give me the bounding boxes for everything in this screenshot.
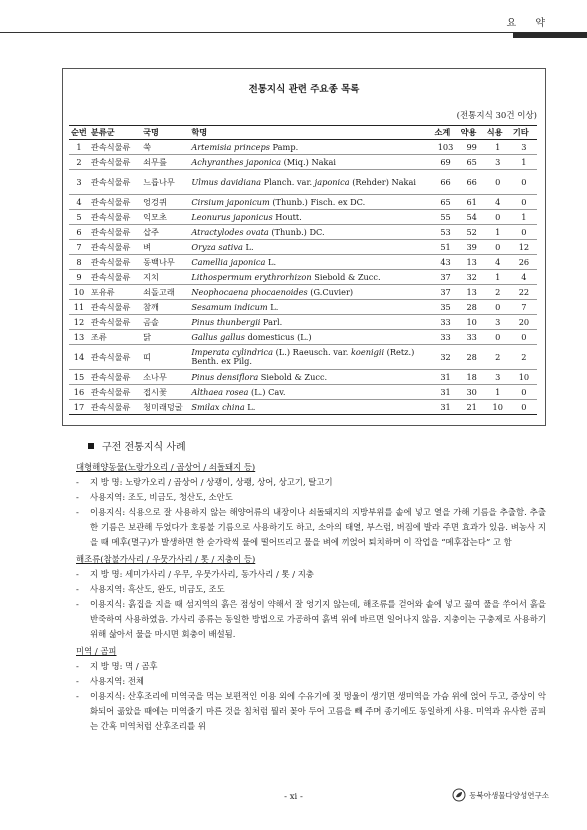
row-korean-name: 쇠무릎 [141, 155, 189, 170]
sci-author-part: (Thunb.) DC. [268, 226, 325, 237]
row-korean-name: 띠 [141, 345, 189, 370]
row-food: 0 [485, 170, 511, 195]
row-korean-name: 닭 [141, 330, 189, 345]
row-total: 33 [432, 315, 458, 330]
sci-italic-part: Camellia japonica [191, 256, 266, 267]
table-row [69, 195, 537, 210]
table-row [69, 400, 537, 415]
row-food: 1 [485, 270, 511, 285]
table-row [69, 225, 537, 240]
sci-italic-part: Leonurus japonicus [191, 211, 273, 222]
sci-author-part: Houtt. [272, 211, 302, 222]
row-etc: 0 [511, 330, 537, 345]
row-total: 37 [432, 285, 458, 300]
row-med: 61 [459, 195, 485, 210]
row-group: 관속식물류 [89, 155, 141, 170]
table-row [69, 385, 537, 400]
row-food: 0 [485, 210, 511, 225]
row-med: 13 [459, 285, 485, 300]
row-etc: 0 [511, 385, 537, 400]
row-med: 99 [459, 140, 485, 155]
item-text: 사용지역: 조도, 비금도, 청산도, 소안도 [90, 492, 233, 502]
dash-bullet: - [76, 676, 79, 686]
row-group: 관속식물류 [89, 255, 141, 270]
category-item [76, 490, 546, 505]
row-scientific-name [189, 140, 432, 155]
dash-bullet: - [76, 691, 79, 701]
table-row [69, 270, 537, 285]
item-text: 이용지식: 흙집을 지을 때 섬지역의 흙은 점성이 약해서 잘 엉기지 않는데, 해조류를 걷어와 솥에 넣고 끓여 풀을 쑤어서 흙을 반죽하여 사용하였음. 가사리 종류는 동일한 방법으로 가공하여 흙벽 위에 바르면 일어나지 않음. 지충이는 구충제로 사용하기 위해 삶아서 물을 마시면 회충이 배설됨. [90, 599, 546, 639]
row-med: 39 [459, 240, 485, 255]
org-leaf-icon [452, 788, 466, 802]
row-no: 3 [69, 170, 89, 195]
row-korean-name: 느릅나무 [141, 170, 189, 195]
row-med: 52 [459, 225, 485, 240]
row-korean-name: 삽주 [141, 225, 189, 240]
category-item [76, 567, 546, 582]
row-scientific-name [189, 285, 432, 300]
row-no: 4 [69, 195, 89, 210]
row-scientific-name [189, 400, 432, 415]
sci-italic-part: Lithospermum erythrorhizon [191, 271, 312, 282]
section-heading [88, 438, 186, 453]
sci-italic-part: Pinus thunbergii [191, 316, 261, 327]
row-etc: 0 [511, 170, 537, 195]
sci-italic-part: Oryza sativa [191, 241, 243, 252]
category-item [76, 505, 546, 550]
row-med: 33 [459, 330, 485, 345]
row-scientific-name [189, 225, 432, 240]
header-rule [0, 32, 587, 33]
sci-italic-part: Cirsium japonicum [191, 196, 270, 207]
row-no: 17 [69, 400, 89, 415]
col-med: 약용 [459, 126, 485, 140]
row-total: 65 [432, 195, 458, 210]
row-no: 7 [69, 240, 89, 255]
row-etc: 20 [511, 315, 537, 330]
sci-italic-part: Smilax china [191, 401, 245, 412]
row-group: 관속식물류 [89, 225, 141, 240]
row-food: 3 [485, 155, 511, 170]
row-no: 9 [69, 270, 89, 285]
row-scientific-name [189, 155, 432, 170]
row-scientific-name [189, 195, 432, 210]
row-total: 33 [432, 330, 458, 345]
col-group: 분류군 [89, 126, 141, 140]
row-total: 31 [432, 400, 458, 415]
row-total: 51 [432, 240, 458, 255]
row-scientific-name [189, 345, 432, 370]
row-group: 관속식물류 [89, 140, 141, 155]
row-no: 8 [69, 255, 89, 270]
species-list-box [62, 68, 546, 426]
row-etc: 1 [511, 210, 537, 225]
row-total: 31 [432, 370, 458, 385]
row-med: 28 [459, 345, 485, 370]
page-number: - xi - [284, 792, 303, 802]
sci-italic-part: Sesamum indicum [191, 301, 268, 312]
row-etc: 3 [511, 140, 537, 155]
sci-italic-part: Achyranthes japonica [191, 156, 281, 167]
org-logo [452, 788, 549, 802]
table-row [69, 140, 537, 155]
row-total: 43 [432, 255, 458, 270]
header-tab-marker [513, 32, 587, 38]
category-item [76, 475, 546, 490]
row-no: 5 [69, 210, 89, 225]
sci-author-part: L. [267, 301, 279, 312]
row-etc: 2 [511, 345, 537, 370]
sci-author-part: Planch. var. [260, 176, 315, 187]
table-row [69, 315, 537, 330]
sci-author-part: (Retz.) Benth. ex Pilg. [191, 347, 415, 367]
sci-author-part: (Rehder) Nakai [349, 176, 417, 187]
row-med: 66 [459, 170, 485, 195]
row-total: 103 [432, 140, 458, 155]
row-food: 1 [485, 385, 511, 400]
item-text: 지 방 명: 멱 / 곰후 [90, 661, 158, 671]
item-text: 이용지식: 산후조리에 미역국을 먹는 보편적인 이용 외에 수유기에 젖 멍울이 생기면 생미역을 가슴 위에 얹어 두고, 증상이 악화되어 곪았을 때에는 미역줄기 마른 것을 침처럼 뭘러 꽂아 두어 고름을 빼 주며 종기에도 동일하게 사용. 미역과 유사한 곰피는 간혹 미역처럼 산후조리를 위 [90, 691, 546, 731]
sci-italic-part: Ulmus davidiana [191, 176, 261, 187]
dash-bullet: - [76, 507, 79, 517]
row-food: 1 [485, 225, 511, 240]
row-med: 65 [459, 155, 485, 170]
row-no: 11 [69, 300, 89, 315]
row-med: 30 [459, 385, 485, 400]
row-no: 13 [69, 330, 89, 345]
row-etc: 22 [511, 285, 537, 300]
sci-author-part: Parl. [260, 316, 283, 327]
row-food: 10 [485, 400, 511, 415]
row-group: 포유류 [89, 285, 141, 300]
row-group: 관속식물류 [89, 170, 141, 195]
square-bullet-icon [88, 443, 94, 449]
sci-author-part: (L.) Cav. [248, 386, 286, 397]
table-row [69, 285, 537, 300]
table-note: (전통지식 30건 이상) [456, 111, 537, 121]
row-etc: 0 [511, 400, 537, 415]
row-scientific-name [189, 270, 432, 285]
row-no: 2 [69, 155, 89, 170]
row-food: 3 [485, 370, 511, 385]
row-korean-name: 엉겅퀴 [141, 195, 189, 210]
row-korean-name: 벼 [141, 240, 189, 255]
table-title: 전통지식 관련 주요종 목록 [248, 84, 360, 95]
row-scientific-name [189, 210, 432, 225]
row-korean-name: 쇠돌고래 [141, 285, 189, 300]
table-row [69, 170, 537, 195]
row-korean-name: 지치 [141, 270, 189, 285]
category-item [76, 597, 546, 642]
row-korean-name: 참깨 [141, 300, 189, 315]
row-etc: 26 [511, 255, 537, 270]
sci-italic-part: Neophocaena phocaenoides [191, 286, 308, 297]
row-group: 관속식물류 [89, 270, 141, 285]
item-text: 지 방 명: 세미가사리 / 우무, 우뭇가사리, 동가사리 / 톳 / 지충 [90, 569, 314, 579]
category-item [76, 582, 546, 597]
row-etc: 12 [511, 240, 537, 255]
row-total: 31 [432, 385, 458, 400]
table-row [69, 255, 537, 270]
row-no: 6 [69, 225, 89, 240]
table-row [69, 330, 537, 345]
row-group: 관속식물류 [89, 345, 141, 370]
row-total: 55 [432, 210, 458, 225]
table-row [69, 210, 537, 225]
row-no: 1 [69, 140, 89, 155]
item-text: 사용지역: 전체 [90, 676, 145, 686]
row-korean-name: 접시꽃 [141, 385, 189, 400]
table-row [69, 370, 537, 385]
row-med: 54 [459, 210, 485, 225]
row-group: 관속식물류 [89, 195, 141, 210]
col-name: 국명 [141, 126, 189, 140]
category-item [76, 659, 546, 674]
sci-author-part: (L.) Raeusch. var. [272, 347, 351, 357]
row-etc: 7 [511, 300, 537, 315]
row-food: 0 [485, 300, 511, 315]
row-total: 53 [432, 225, 458, 240]
row-scientific-name [189, 330, 432, 345]
row-med: 18 [459, 370, 485, 385]
row-food: 4 [485, 255, 511, 270]
sci-italic-part: japonica [314, 176, 350, 187]
item-text: 이용지식: 식용으로 잘 사용하지 않는 해양어류의 내장이나 쇠돌돼지의 지방부위를 솥에 넣고 열을 가해 기름을 추출함. 추출한 기름은 보관해 두었다가 호롱불 기름으로 사용하기도 하고, 소아의 태열, 부스럼, 버짐에 발라 주면 효과가 있음. 벼농사 지을 때 메후(멸구)가 발생하면 한 숟가락씩 물에 떨어뜨리고 물을 벼에 끼얹어 퇴치하며 이 작업을 “메후잡는다” 고 함 [90, 507, 546, 547]
row-scientific-name [189, 315, 432, 330]
row-no: 15 [69, 370, 89, 385]
row-korean-name: 익모초 [141, 210, 189, 225]
dash-bullet: - [76, 492, 79, 502]
table-row [69, 345, 537, 370]
row-etc: 4 [511, 270, 537, 285]
row-food: 2 [485, 285, 511, 300]
sci-author-part: Siebold & Zucc. [311, 271, 381, 282]
col-food: 식용 [485, 126, 511, 140]
row-no: 10 [69, 285, 89, 300]
row-med: 13 [459, 255, 485, 270]
sci-author-part: L. [244, 401, 256, 412]
row-group: 관속식물류 [89, 370, 141, 385]
row-total: 35 [432, 300, 458, 315]
dash-bullet: - [76, 477, 79, 487]
row-food: 0 [485, 330, 511, 345]
col-total: 소계 [432, 126, 458, 140]
row-scientific-name [189, 300, 432, 315]
sci-author-part: L. [242, 241, 254, 252]
sci-author-part: Pamp. [269, 141, 299, 152]
row-etc: 1 [511, 155, 537, 170]
row-total: 66 [432, 170, 458, 195]
row-food: 4 [485, 195, 511, 210]
table-body [69, 140, 537, 415]
row-scientific-name [189, 255, 432, 270]
row-med: 32 [459, 270, 485, 285]
row-scientific-name [189, 240, 432, 255]
category-title: 해조류(참불가사리 / 우뭇가사리 / 톳 / 지충이 등) [76, 554, 256, 564]
table-row [69, 300, 537, 315]
row-food: 1 [485, 140, 511, 155]
sci-italic-part: Gallus gallus [191, 331, 245, 342]
row-total: 37 [432, 270, 458, 285]
row-group: 관속식물류 [89, 400, 141, 415]
row-korean-name: 청미래덩굴 [141, 400, 189, 415]
section-label: 요 약 [506, 18, 553, 29]
sci-italic-part: Pinus densiflora [191, 371, 259, 382]
category-title: 대형해양동물(노랑가오리 / 곱상어 / 쇠돌돼지 등) [76, 462, 256, 472]
org-name: 동북아생물다양성연구소 [469, 790, 549, 800]
row-korean-name: 소나무 [141, 370, 189, 385]
sci-italic-part: Artemisia princeps [191, 141, 270, 152]
row-etc: 10 [511, 370, 537, 385]
row-korean-name: 쑥 [141, 140, 189, 155]
row-no: 16 [69, 385, 89, 400]
table-row [69, 155, 537, 170]
row-etc: 0 [511, 195, 537, 210]
dash-bullet: - [76, 569, 79, 579]
dash-bullet: - [76, 661, 79, 671]
col-no: 순번 [69, 126, 89, 140]
row-total: 69 [432, 155, 458, 170]
row-korean-name: 곰솔 [141, 315, 189, 330]
row-group: 관속식물류 [89, 210, 141, 225]
row-group: 관속식물류 [89, 300, 141, 315]
row-korean-name: 동백나무 [141, 255, 189, 270]
row-group: 관속식물류 [89, 240, 141, 255]
row-scientific-name [189, 170, 432, 195]
row-no: 14 [69, 345, 89, 370]
category-title: 미역 / 곰피 [76, 646, 117, 656]
row-food: 3 [485, 315, 511, 330]
row-no: 12 [69, 315, 89, 330]
table-row [69, 240, 537, 255]
species-table [69, 125, 537, 415]
oral-knowledge-body [76, 458, 546, 734]
row-food: 2 [485, 345, 511, 370]
sci-italic-part: Althaea rosea [191, 386, 249, 397]
col-etc: 기타 [511, 126, 537, 140]
sci-author-part: (Miq.) Nakai [281, 156, 336, 167]
sci-author-part: (G.Cuvier) [307, 286, 354, 297]
row-etc: 0 [511, 225, 537, 240]
category-item [76, 674, 546, 689]
sci-italic-part: Atractylodes ovata [191, 226, 269, 237]
dash-bullet: - [76, 599, 79, 609]
row-total: 32 [432, 345, 458, 370]
item-text: 사용지역: 흑산도, 완도, 비금도, 조도 [90, 584, 225, 594]
sci-italic-part: koenigii [350, 347, 385, 357]
row-group: 관속식물류 [89, 315, 141, 330]
col-sci: 학명 [189, 126, 432, 140]
row-scientific-name [189, 370, 432, 385]
row-food: 0 [485, 240, 511, 255]
row-med: 10 [459, 315, 485, 330]
section-heading-text: 구전 전통지식 사례 [102, 442, 186, 453]
sci-author-part: L. [265, 256, 277, 267]
item-text: 지 방 명: 노랑가오리 / 곱상어 / 상괭이, 상쾡, 상어, 상고기, 탈고기 [90, 477, 333, 487]
dash-bullet: - [76, 584, 79, 594]
sci-author-part: domesticus (L.) [244, 331, 312, 342]
row-scientific-name [189, 385, 432, 400]
category-item [76, 689, 546, 734]
row-med: 28 [459, 300, 485, 315]
row-group: 관속식물류 [89, 385, 141, 400]
table-header-row [69, 126, 537, 140]
row-group: 조류 [89, 330, 141, 345]
sci-italic-part: Imperata cylindrica [191, 347, 273, 357]
row-med: 21 [459, 400, 485, 415]
sci-author-part: Siebold & Zucc. [258, 371, 328, 382]
sci-author-part: (Thunb.) Fisch. ex DC. [269, 196, 366, 207]
